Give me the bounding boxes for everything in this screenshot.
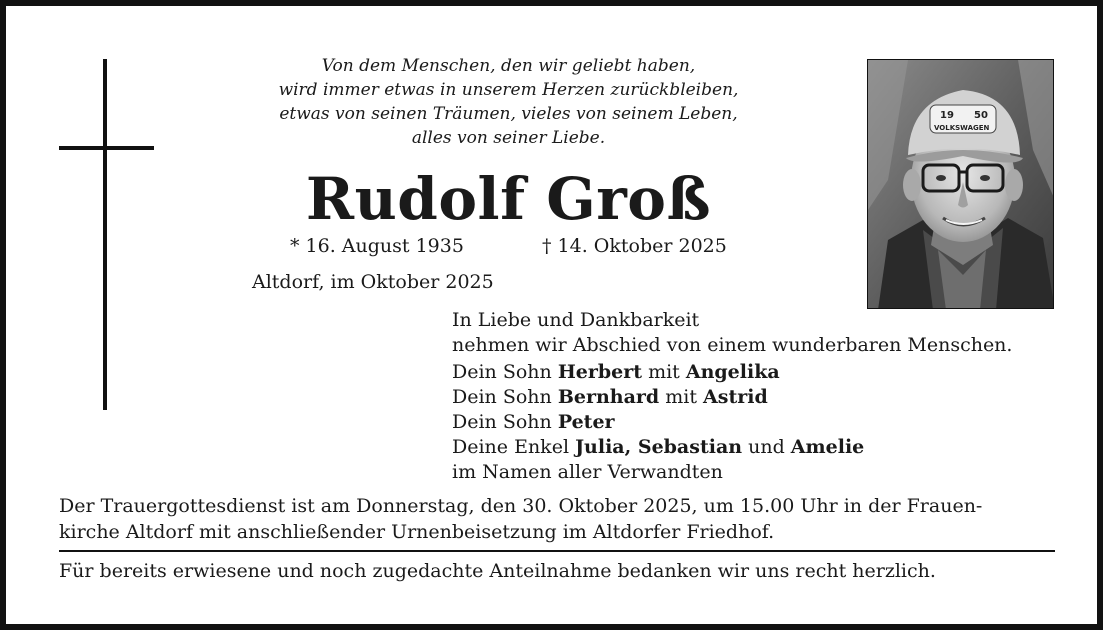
poem-line: alles von seiner Liebe.	[411, 128, 606, 148]
thanks-note: Für bereits erwiesene und noch zugedachte Anteilnahme bedanken wir uns recht herzlich.	[59, 560, 936, 582]
mourner-line: im Namen aller Verwandten	[452, 461, 723, 483]
mourner-connector: mit	[659, 386, 704, 408]
poem-line: wird immer etwas in unserem Herzen zurückbleiben,	[278, 80, 739, 100]
place-and-date: Altdorf, im Oktober 2025	[252, 271, 494, 293]
cross-horizontal-bar	[59, 146, 154, 150]
memorial-poem	[236, 54, 781, 150]
mourner-connector: mit	[642, 361, 686, 383]
portrait-photo	[867, 59, 1054, 309]
mourner-connector: und	[742, 436, 791, 458]
death-date: † 14. Oktober 2025	[542, 235, 727, 257]
mourner-line	[452, 435, 1012, 460]
service-announcement	[59, 493, 1059, 545]
mourner-name: Julia, Sebastian	[575, 436, 743, 458]
poem-line: etwas von seinen Träumen, vieles von seinem Leben,	[279, 104, 738, 124]
intro-line: In Liebe und Dankbarkeit	[452, 309, 700, 331]
divider	[59, 550, 1055, 552]
mourner-line	[452, 410, 1012, 435]
mourner-relation: Dein Sohn	[452, 386, 558, 408]
mourner-relation: Deine Enkel	[452, 436, 576, 458]
poem-line: Von dem Menschen, den wir geliebt haben,	[321, 56, 696, 76]
mourner-name: Herbert	[557, 361, 643, 383]
mourner-name: Astrid	[703, 386, 768, 408]
mourner-line	[452, 360, 1012, 385]
cross-vertical-bar	[103, 59, 107, 410]
deceased-name: Rudolf Groß	[305, 165, 712, 233]
service-line: kirche Altdorf mit anschließender Urnenbeisetzung im Altdorfer Friedhof.	[59, 521, 775, 543]
cap-text: VOLKSWAGEN	[934, 124, 990, 132]
cap-year-left: 19	[940, 110, 954, 121]
service-line: Der Trauergottesdienst ist am Donnerstag, den 30. Oktober 2025, um 15.00 Uhr in der Frauen-	[59, 495, 983, 517]
cap-year-right: 50	[974, 110, 988, 121]
mourner-relation: Dein Sohn	[452, 361, 558, 383]
mourner-name: Peter	[557, 411, 615, 433]
mourner-name: Bernhard	[557, 386, 660, 408]
mourner-name: Amelie	[790, 436, 865, 458]
mourner-relation: Dein Sohn	[452, 411, 558, 433]
mourner-name: Angelika	[685, 361, 780, 383]
mourner-line	[452, 385, 1012, 410]
intro-line: nehmen wir Abschied von einem wunderbaren Menschen.	[452, 334, 1013, 356]
birth-date: * 16. August 1935	[290, 235, 464, 257]
family-statement	[452, 308, 1012, 485]
